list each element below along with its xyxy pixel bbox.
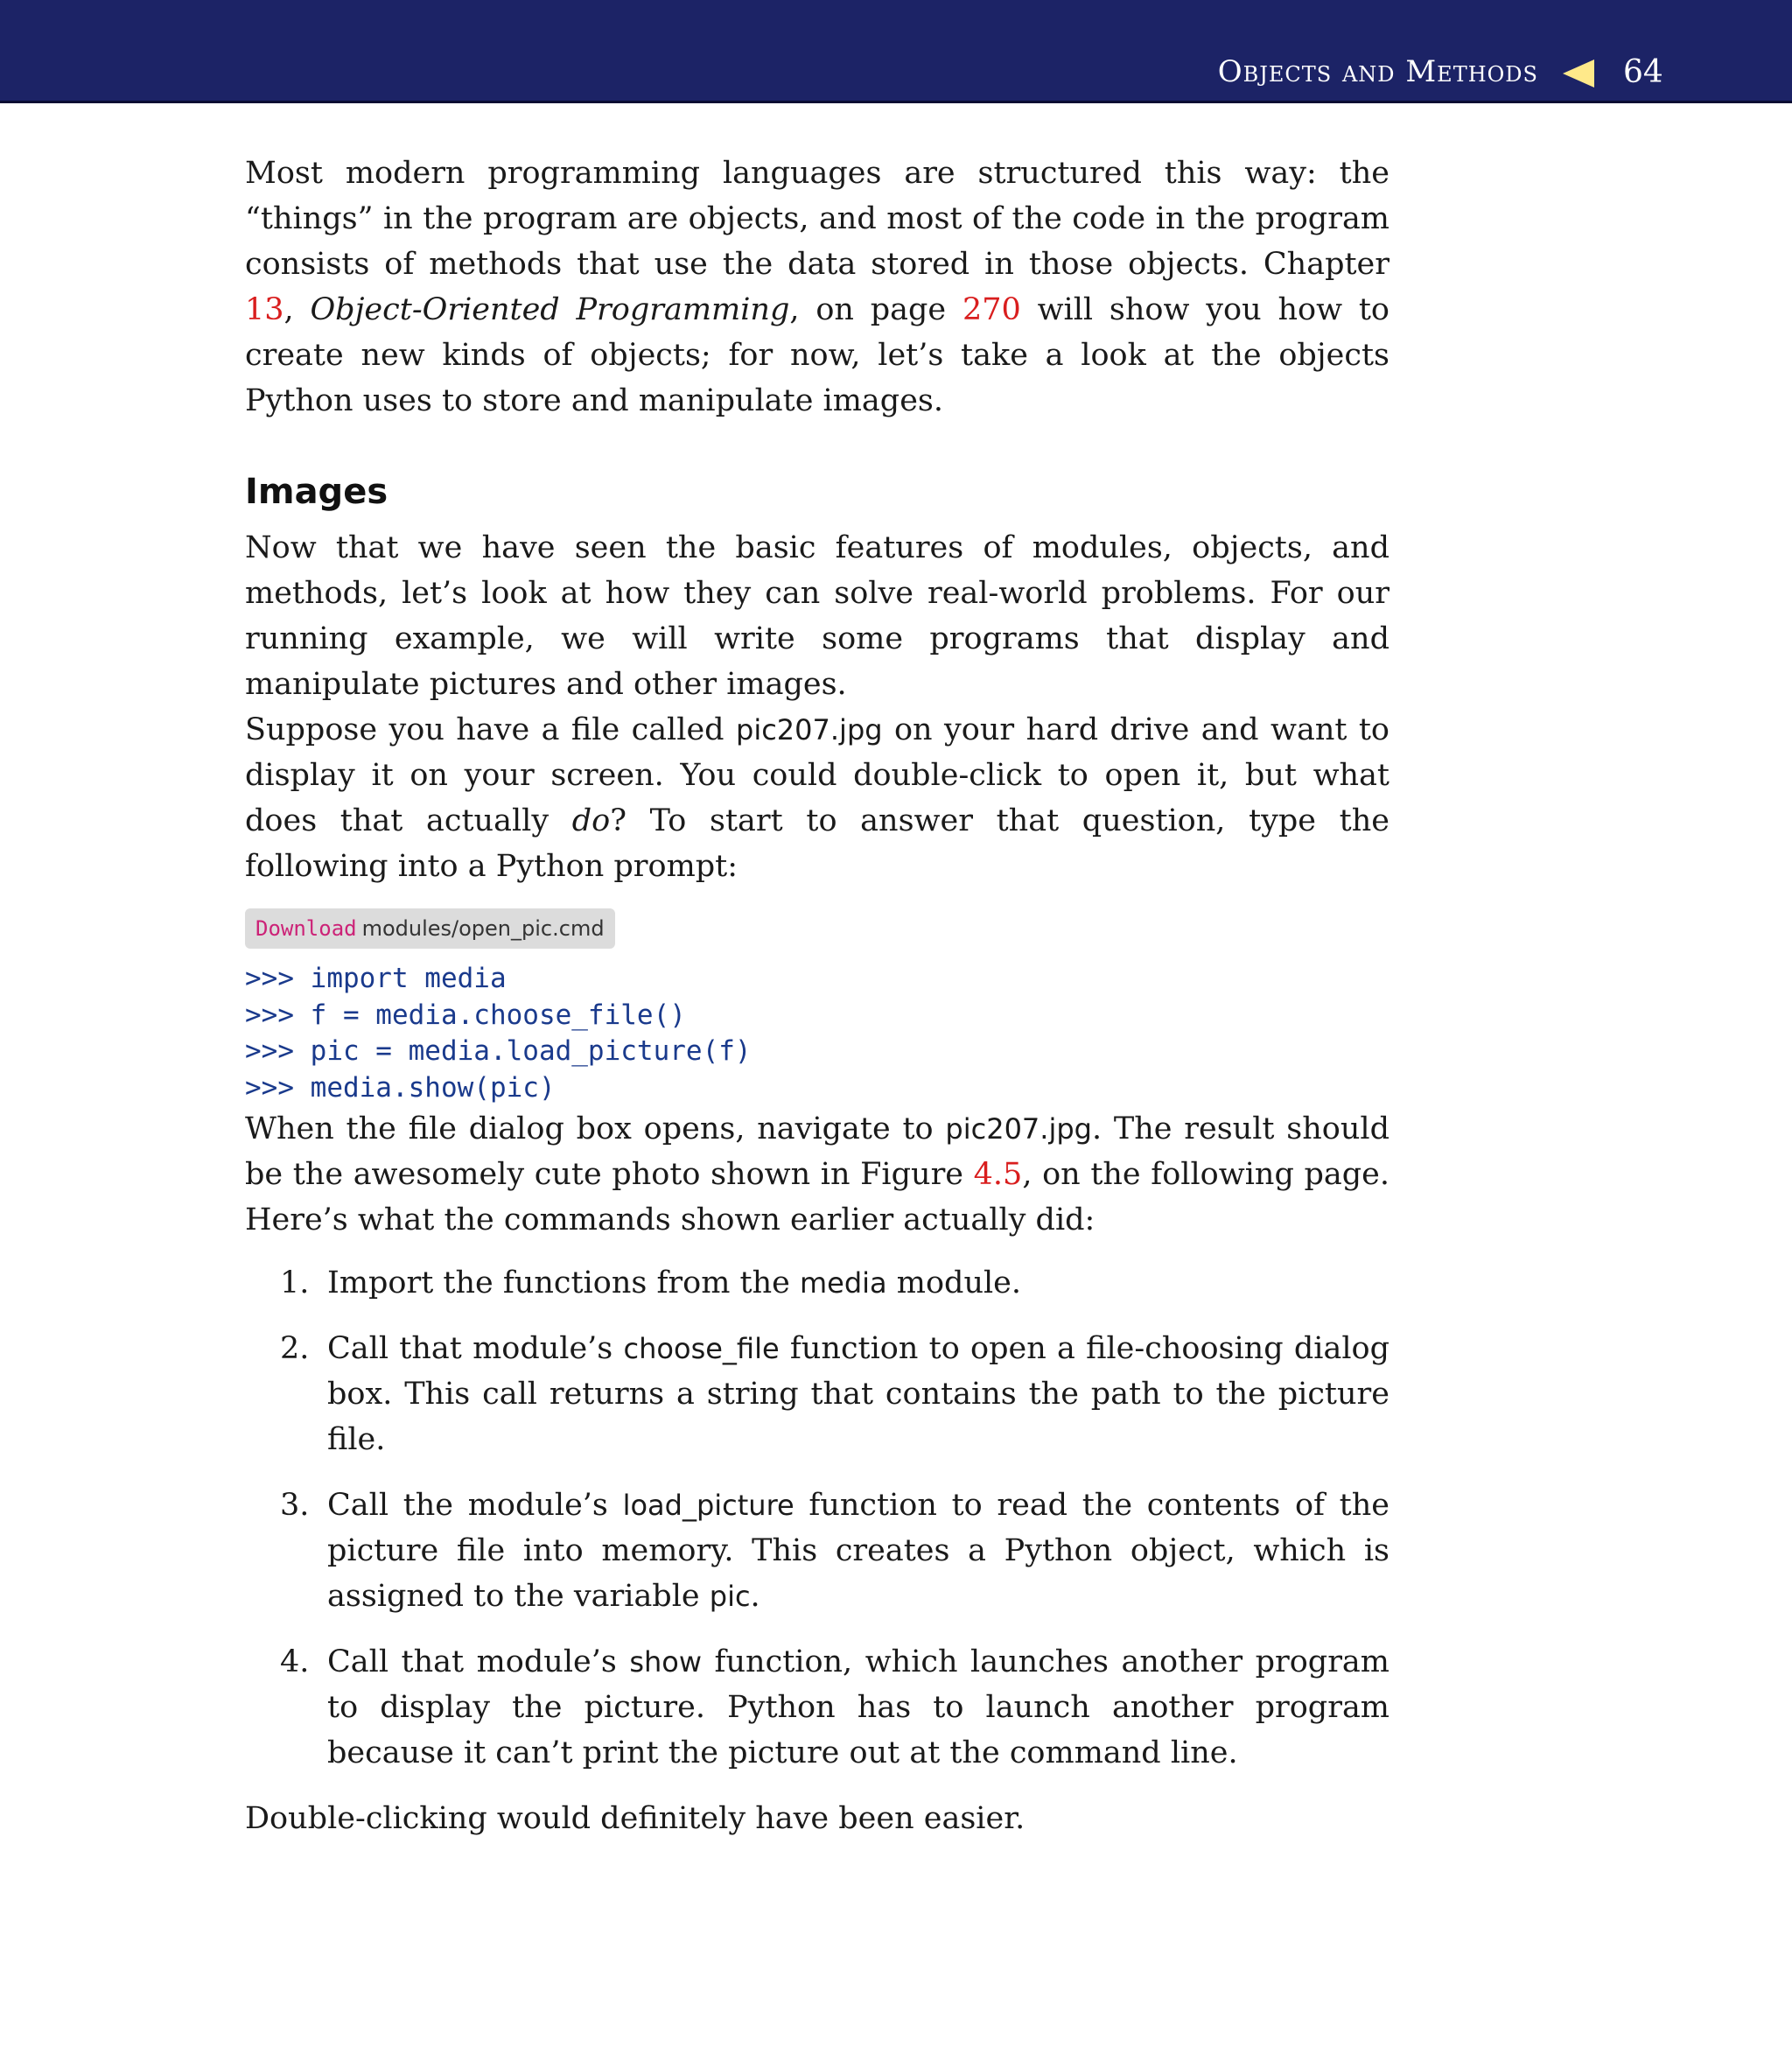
step-text: Call that module’s bbox=[327, 1331, 624, 1366]
page-number: 64 bbox=[1623, 54, 1663, 90]
list-number: 4. bbox=[280, 1644, 310, 1679]
list-text bbox=[327, 1639, 1390, 1776]
code-block bbox=[245, 961, 1390, 1106]
download-tag[interactable] bbox=[245, 908, 615, 949]
list-item bbox=[245, 1483, 1390, 1619]
code-line: >>> pic = media.load_picture(f) bbox=[245, 1035, 752, 1067]
step-text: Import the functions from the bbox=[327, 1265, 800, 1300]
code-term: media bbox=[799, 1266, 887, 1300]
page-content bbox=[245, 151, 1390, 1841]
result-paragraph bbox=[245, 1106, 1390, 1243]
download-label[interactable]: Download bbox=[256, 916, 357, 941]
result-text-c: , on the following page. Here’s what the commands shown earlier actually did: bbox=[245, 1157, 1390, 1237]
chapter-title: Objects and Methods bbox=[1217, 54, 1538, 89]
list-number: 1. bbox=[280, 1265, 310, 1300]
intro-sep: , bbox=[284, 292, 311, 327]
code-term: choose_file bbox=[623, 1332, 780, 1365]
suppose-text-c: ? To start to answer that question, type the following into a Python prompt: bbox=[245, 803, 1390, 884]
list-item bbox=[245, 1639, 1390, 1776]
step-text: function to open a file-choosing dialog box. This call returns a string that contains the path to the picture file. bbox=[327, 1331, 1390, 1457]
step-text: function to read the contents of the picture file into memory. This creates a Python object, which is assigned to the variable bbox=[327, 1488, 1390, 1614]
list-number: 3. bbox=[280, 1488, 310, 1523]
suppose-text-b: on your hard drive and want to display it on your screen. You could double-click to open it, but what does that actually bbox=[245, 712, 1390, 838]
emphasis-do: do bbox=[571, 803, 611, 838]
section-heading: Images bbox=[245, 472, 388, 512]
images-paragraph: Now that we have seen the basic features of modules, objects, and methods, let’s look at how they can solve real-world problems. For our running example, we will write some programs that display and manipulate pictures and other images. bbox=[245, 530, 1390, 702]
code-line: >>> f = media.choose_file() bbox=[245, 999, 686, 1031]
figure-link[interactable]: 4.5 bbox=[973, 1157, 1023, 1192]
result-text-a: When the file dialog box opens, navigate to bbox=[245, 1111, 946, 1146]
code-term: load_picture bbox=[622, 1489, 794, 1522]
intro-paragraph bbox=[245, 151, 1390, 424]
intro-mid: , on page bbox=[789, 292, 962, 327]
filename: pic207.jpg bbox=[736, 713, 883, 747]
running-header bbox=[0, 0, 1792, 103]
list-number: 2. bbox=[280, 1331, 310, 1366]
chapter-link[interactable]: 13 bbox=[245, 292, 284, 327]
step-text: . bbox=[750, 1579, 760, 1614]
suppose-text-a: Suppose you have a file called bbox=[245, 712, 736, 747]
chapter-title-ref: Object-Oriented Programming bbox=[310, 292, 790, 327]
download-path: modules/open_pic.cmd bbox=[361, 916, 605, 941]
list-text bbox=[327, 1483, 1390, 1619]
code-line: >>> import media bbox=[245, 963, 507, 994]
list-text bbox=[327, 1260, 1390, 1306]
filename: pic207.jpg bbox=[945, 1112, 1092, 1146]
step-text: Call that module’s bbox=[327, 1644, 630, 1679]
result-text-b: . The result should be the awesomely cute photo shown in Figure bbox=[245, 1111, 1390, 1192]
closing-paragraph: Double-clicking would definitely have been easier. bbox=[245, 1801, 1026, 1836]
code-term: show bbox=[629, 1645, 703, 1679]
intro-end: will show you how to create new kinds of objects; for now, let’s take a look at the objects Python uses to store and manipulate images. bbox=[245, 292, 1390, 418]
step-text: Call the module’s bbox=[327, 1488, 623, 1523]
code-term: pic bbox=[709, 1580, 751, 1613]
steps-list bbox=[245, 1260, 1390, 1776]
step-text: module. bbox=[886, 1265, 1022, 1300]
list-item bbox=[245, 1326, 1390, 1462]
intro-text: Most modern programming languages are structured this way: the “things” in the program are objects, and most of the code in the program consists of methods that use the data stored in those objects. Chapter bbox=[245, 156, 1390, 282]
list-item bbox=[245, 1260, 1390, 1306]
previous-page-arrow-icon[interactable] bbox=[1563, 60, 1594, 88]
step-text: function, which launches another program to display the picture. Python has to launch another program because it can’t print the picture out at the command line. bbox=[327, 1644, 1390, 1770]
code-line: >>> media.show(pic) bbox=[245, 1071, 556, 1104]
page-link[interactable]: 270 bbox=[962, 292, 1021, 327]
suppose-paragraph bbox=[245, 707, 1390, 889]
list-text bbox=[327, 1326, 1390, 1462]
